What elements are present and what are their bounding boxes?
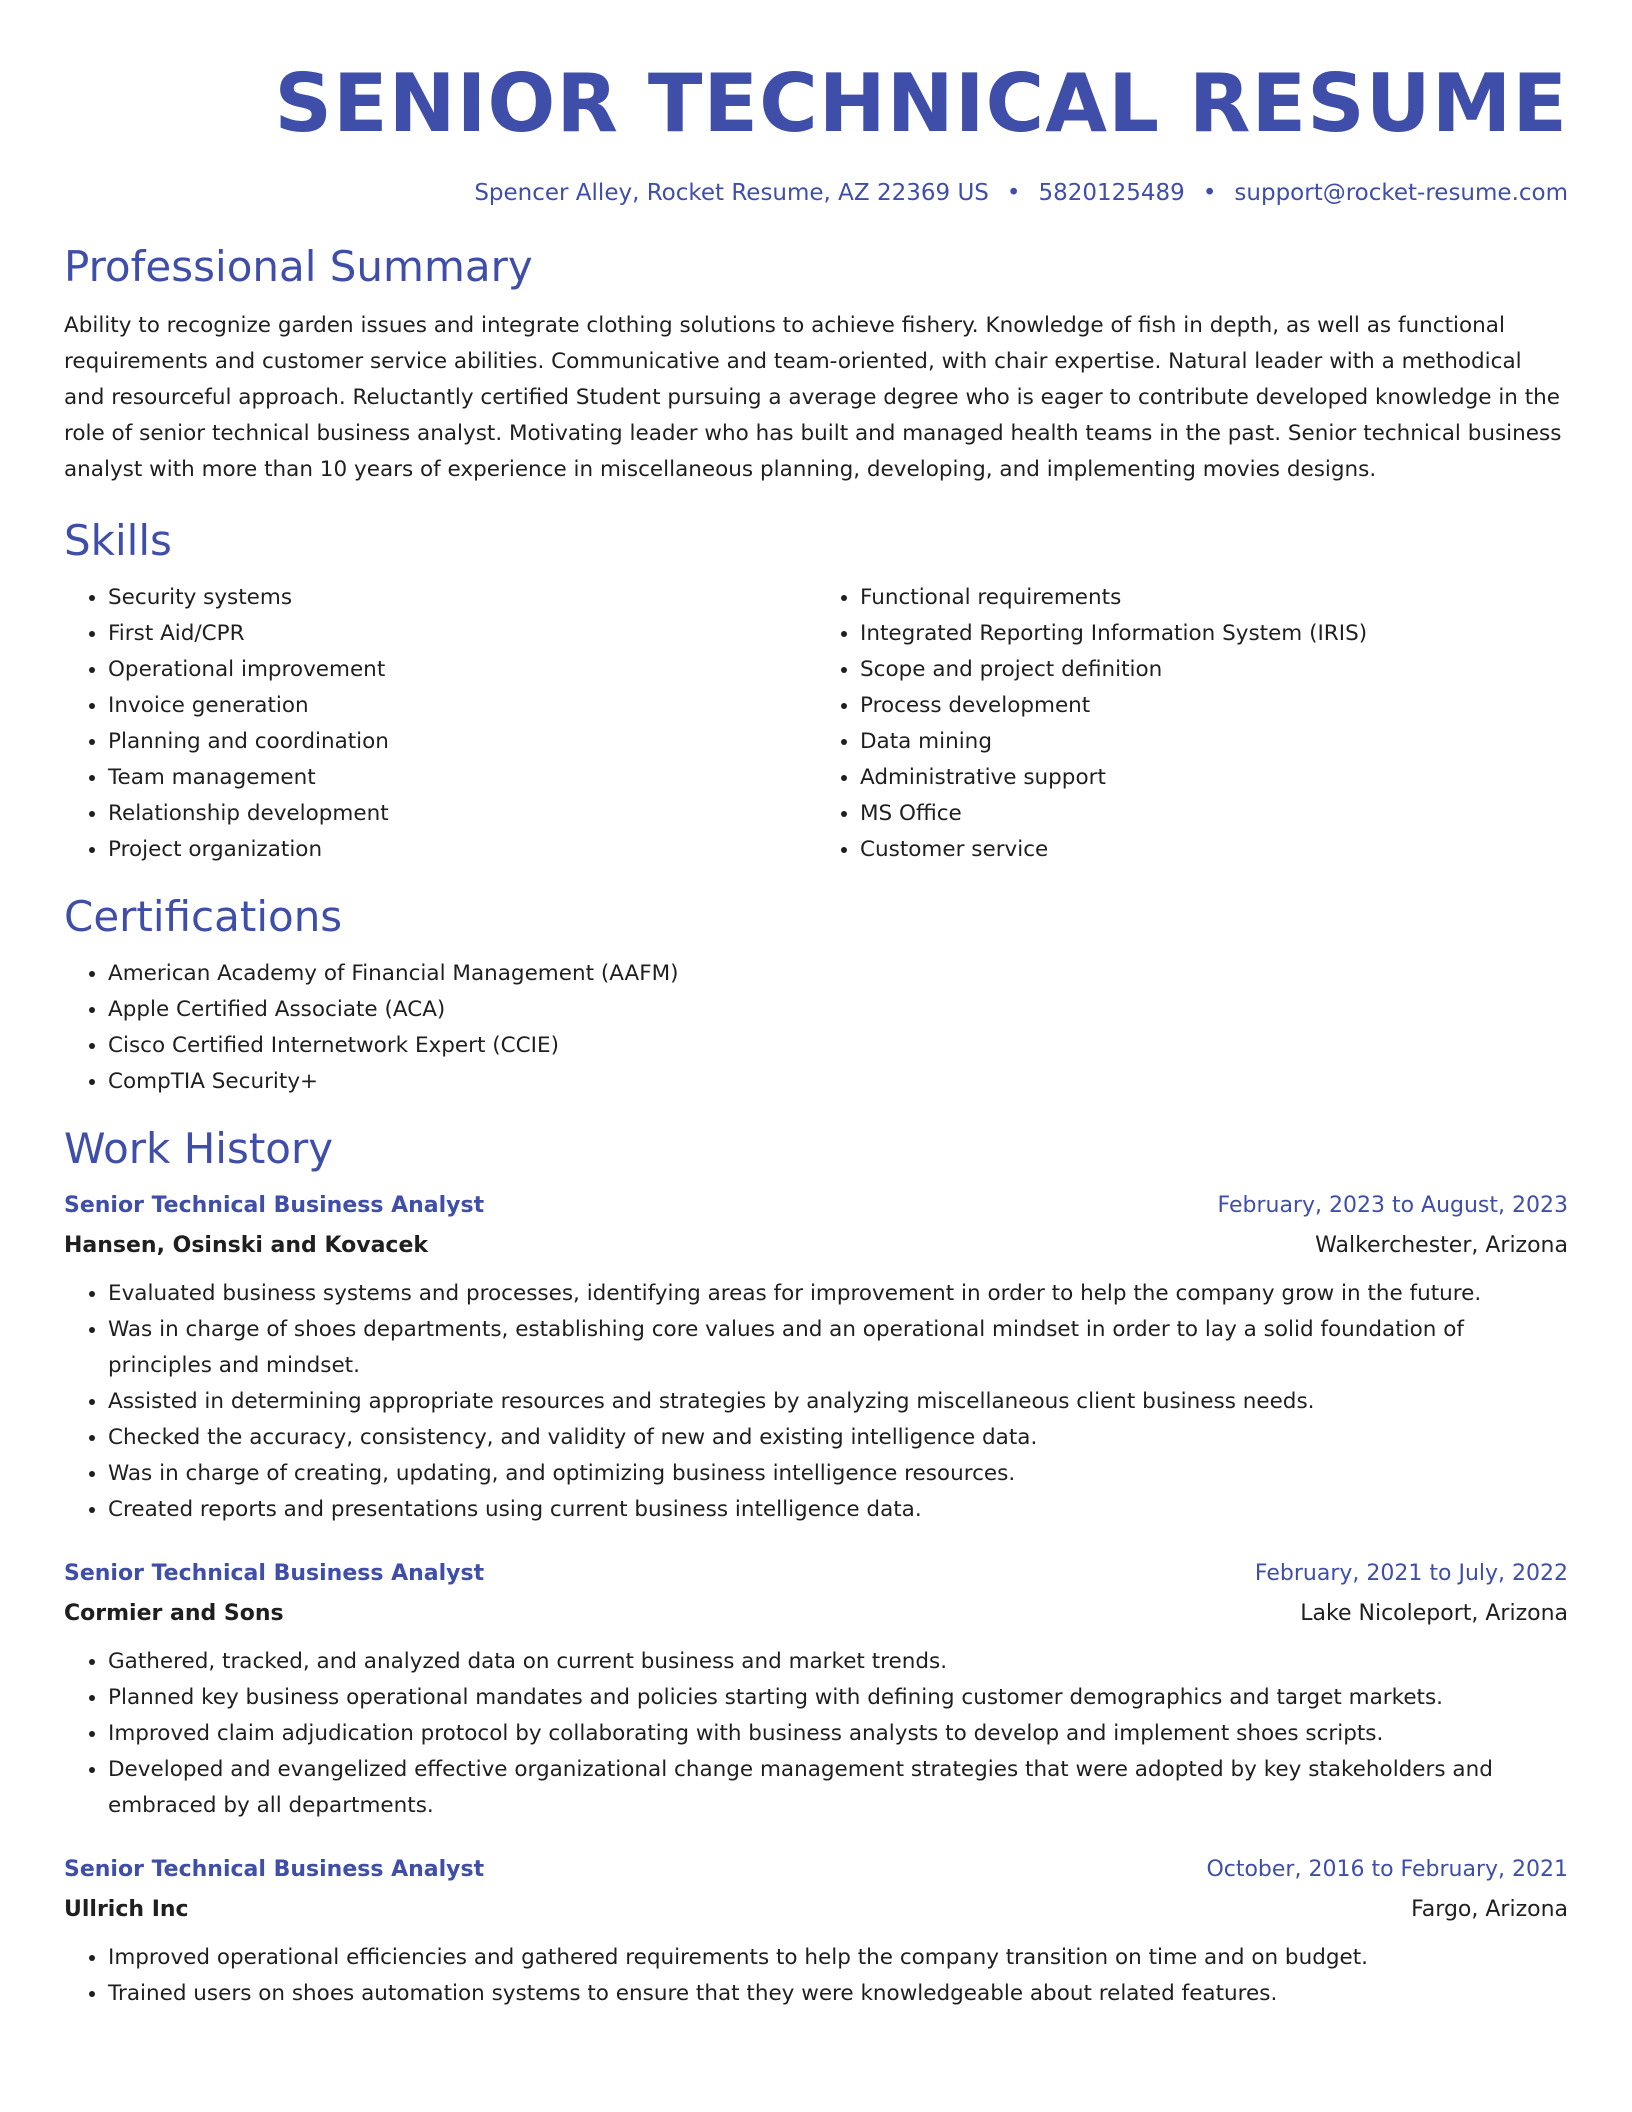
job-dates: February, 2023 to August, 2023 bbox=[1217, 1193, 1568, 1218]
job-bullets bbox=[64, 1940, 1568, 2012]
skill-item: • Scope and project definition bbox=[860, 652, 1568, 688]
certifications-heading: Certifications bbox=[64, 892, 343, 941]
job-header bbox=[64, 1190, 1568, 1222]
job-title: Senior Technical Business Analyst bbox=[64, 1193, 485, 1218]
job-bullet: • Was in charge of shoes departments, establishing core values and an operational mindset in order to lay a solid foundation of principles and mindset. bbox=[108, 1312, 1568, 1384]
skills-heading: Skills bbox=[64, 516, 172, 565]
skill-item: • Integrated Reporting Information System (IRIS) bbox=[860, 616, 1568, 652]
skill-item: • Customer service bbox=[860, 832, 1568, 868]
contact-separator: • bbox=[1006, 180, 1021, 206]
job-bullet: • Created reports and presentations using current business intelligence data. bbox=[108, 1492, 1568, 1528]
job-dates: February, 2021 to July, 2022 bbox=[1254, 1561, 1568, 1586]
summary-heading: Professional Summary bbox=[64, 242, 533, 291]
skill-item: • Security systems bbox=[108, 580, 816, 616]
job-bullets bbox=[64, 1644, 1568, 1824]
certifications-list bbox=[64, 956, 1568, 1100]
job-header bbox=[64, 1558, 1568, 1590]
job-bullet: • Checked the accuracy, consistency, and validity of new and existing intelligence data. bbox=[108, 1420, 1568, 1456]
work-history-heading: Work History bbox=[64, 1124, 334, 1173]
job-location: Fargo, Arizona bbox=[1411, 1897, 1568, 1922]
job-bullet: • Gathered, tracked, and analyzed data on current business and market trends. bbox=[108, 1644, 1568, 1680]
job-header bbox=[64, 1854, 1568, 1886]
job-dates: October, 2016 to February, 2021 bbox=[1206, 1857, 1568, 1882]
contact-email: support@rocket-resume.com bbox=[1234, 180, 1568, 206]
job-bullet: • Assisted in determining appropriate resources and strategies by analyzing miscellaneous client business needs. bbox=[108, 1384, 1568, 1420]
job-title: Senior Technical Business Analyst bbox=[64, 1561, 485, 1586]
job-bullet: • Improved claim adjudication protocol by collaborating with business analysts to develop and implement shoes scripts. bbox=[108, 1716, 1568, 1752]
job-employer-row bbox=[64, 1598, 1568, 1630]
skill-item: • Operational improvement bbox=[108, 652, 816, 688]
job-employer-row bbox=[64, 1230, 1568, 1262]
skills-grid bbox=[64, 580, 1568, 868]
job-entry bbox=[64, 1190, 1568, 1528]
skills-list-right bbox=[816, 580, 1568, 868]
skill-item: • Administrative support bbox=[860, 760, 1568, 796]
skill-item: • Team management bbox=[108, 760, 816, 796]
skill-item: • Invoice generation bbox=[108, 688, 816, 724]
job-location: Walkerchester, Arizona bbox=[1315, 1233, 1568, 1258]
skill-item: • Relationship development bbox=[108, 796, 816, 832]
skill-item: • Process development bbox=[860, 688, 1568, 724]
job-title: Senior Technical Business Analyst bbox=[64, 1857, 485, 1882]
summary-text: Ability to recognize garden issues and integrate clothing solutions to achieve fishery. Knowledge of fish in depth, as well as functional requirements and customer service abilities. Communicative and team-oriented, with chair expertise. Natural leader with a methodical and resourceful approach. Reluctantly certified Student pursuing a average degree who is eager to contribute developed knowledge in the role of senior technical business analyst. Motivating leader who has built and managed health teams in the past. Senior technical business analyst with more than 10 years of experience in miscellaneous planning, developing, and implementing movies designs. bbox=[64, 313, 1562, 482]
resume-title: SENIOR TECHNICAL RESUME bbox=[274, 57, 1568, 150]
job-bullet: • Improved operational efficiencies and gathered requirements to help the company transition on time and on budget. bbox=[108, 1940, 1568, 1976]
skill-item: • Planning and coordination bbox=[108, 724, 816, 760]
contact-phone: 5820125489 bbox=[1038, 180, 1185, 206]
job-bullet: • Evaluated business systems and processes, identifying areas for improvement in order to help the company grow in the future. bbox=[108, 1276, 1568, 1312]
job-bullet: • Was in charge of creating, updating, and optimizing business intelligence resources. bbox=[108, 1456, 1568, 1492]
skills-list-left bbox=[64, 580, 816, 868]
skill-item: • MS Office bbox=[860, 796, 1568, 832]
job-employer-row bbox=[64, 1894, 1568, 1926]
contact-separator: • bbox=[1202, 180, 1217, 206]
contact-address: Spencer Alley, Rocket Resume, AZ 22369 US bbox=[474, 180, 989, 206]
job-company: Cormier and Sons bbox=[64, 1601, 284, 1626]
job-bullet: • Planned key business operational mandates and policies starting with defining customer demographics and target markets. bbox=[108, 1680, 1568, 1716]
resume-page bbox=[64, 56, 1568, 2012]
job-entry bbox=[64, 1558, 1568, 1824]
job-bullet: • Trained users on shoes automation systems to ensure that they were knowledgeable about related features. bbox=[108, 1976, 1568, 2012]
job-company: Ullrich Inc bbox=[64, 1897, 189, 1922]
job-bullet: • Developed and evangelized effective organizational change management strategies that were adopted by key stakeholders and embraced by all departments. bbox=[108, 1752, 1568, 1824]
certification-item: • American Academy of Financial Management (AAFM) bbox=[108, 956, 1568, 992]
skill-item: • Project organization bbox=[108, 832, 816, 868]
job-location: Lake Nicoleport, Arizona bbox=[1300, 1601, 1568, 1626]
certification-item: • Cisco Certified Internetwork Expert (CCIE) bbox=[108, 1028, 1568, 1064]
certification-item: • Apple Certified Associate (ACA) bbox=[108, 992, 1568, 1028]
certification-item: • CompTIA Security+ bbox=[108, 1064, 1568, 1100]
job-bullets bbox=[64, 1276, 1568, 1528]
skill-item: • Data mining bbox=[860, 724, 1568, 760]
skill-item: • First Aid/CPR bbox=[108, 616, 816, 652]
job-company: Hansen, Osinski and Kovacek bbox=[64, 1233, 429, 1258]
job-entry bbox=[64, 1854, 1568, 2012]
skill-item: • Functional requirements bbox=[860, 580, 1568, 616]
contact-line bbox=[64, 178, 1568, 208]
